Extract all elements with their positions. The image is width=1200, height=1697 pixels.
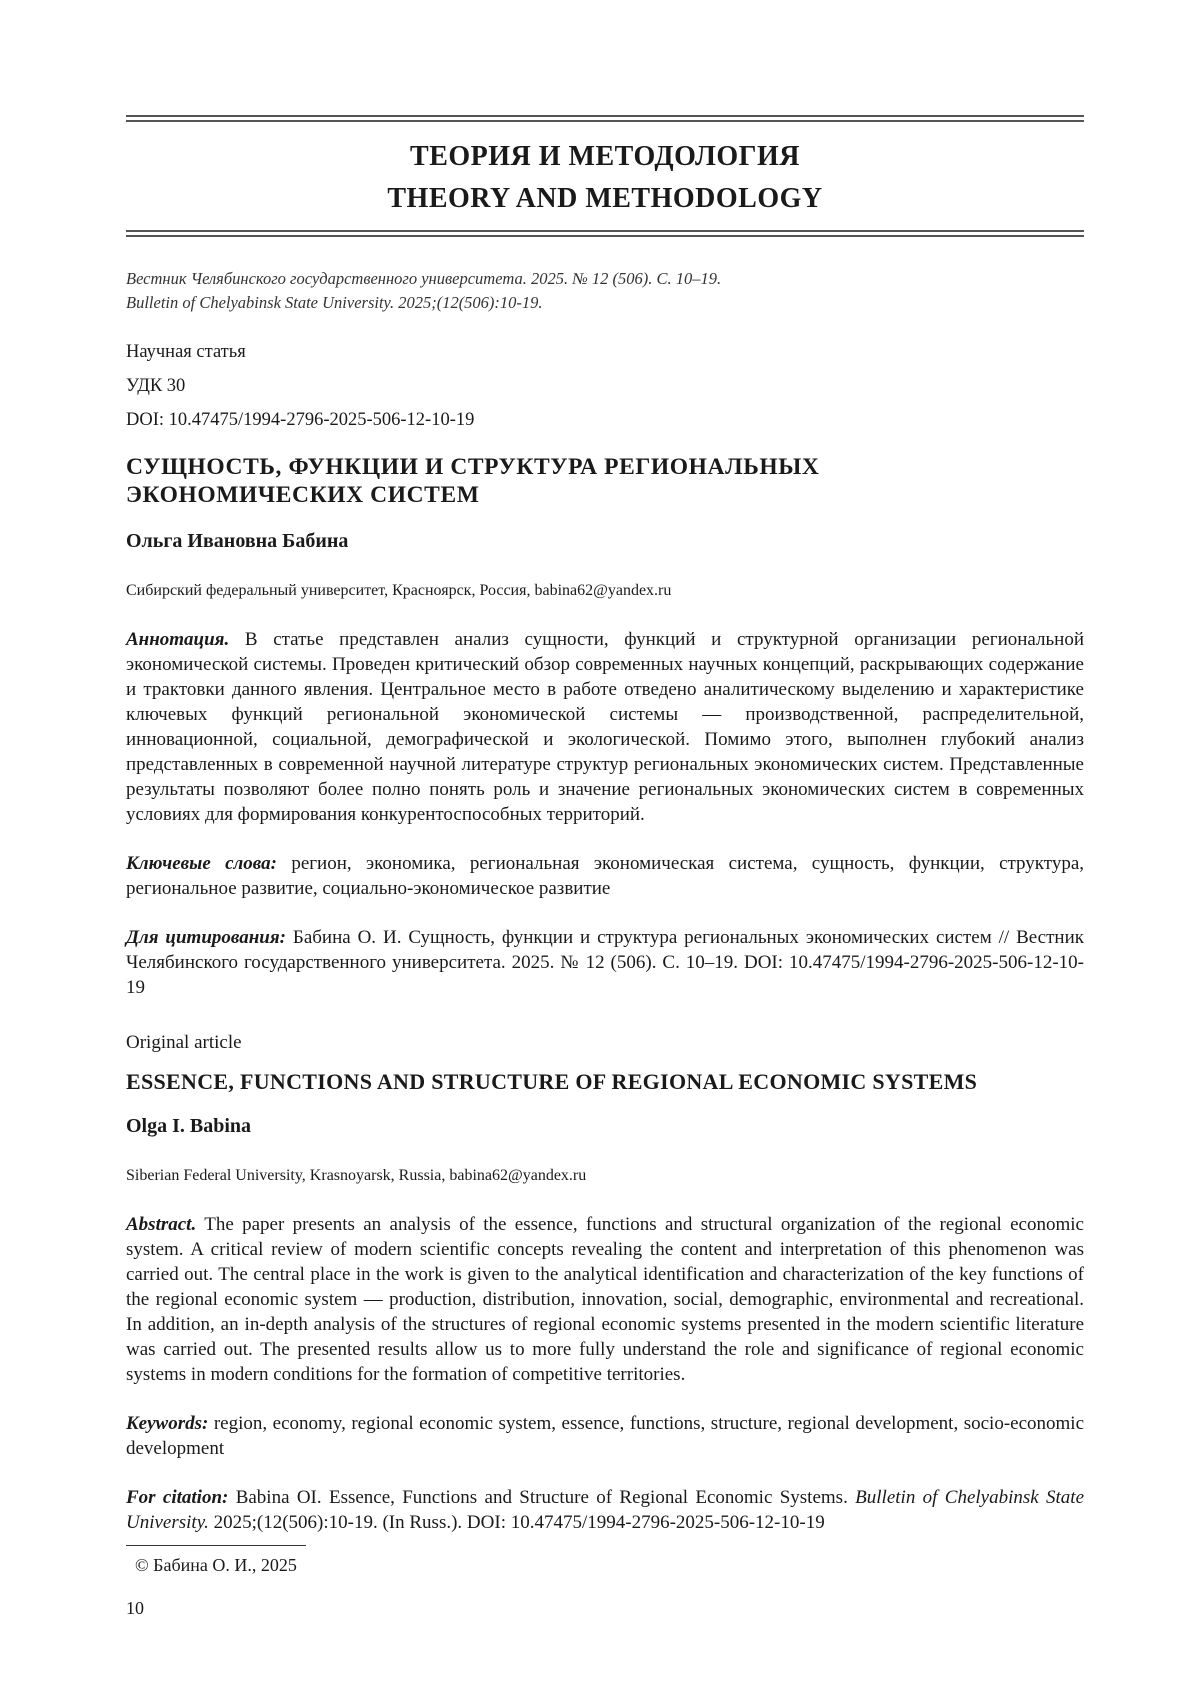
footnote-rule [126, 1545, 306, 1546]
affiliation-en: Siberian Federal University, Krasnoyarsk, Russia, babina62@yandex.ru [126, 1167, 587, 1184]
section-heading [126, 136, 1084, 220]
citation-ru [126, 925, 1084, 1000]
article-title-ru-line1: СУЩНОСТЬ, ФУНКЦИИ И СТРУКТУРА РЕГИОНАЛЬНЫХ [126, 454, 820, 480]
article-meta [126, 335, 1084, 437]
section-title-en: THEORY AND METHODOLOGY [387, 183, 823, 214]
article-title-ru [126, 453, 1084, 509]
author-ru: Ольга Ивановна Бабина [126, 530, 349, 552]
header-bottom-rule [126, 230, 1084, 237]
keywords-ru [126, 851, 1084, 901]
citation-label-ru: Для цитирования: [126, 927, 286, 948]
header-top-rule [126, 115, 1084, 122]
abstract-en [126, 1212, 1084, 1387]
keywords-en [126, 1411, 1084, 1461]
article-title-ru-line2: ЭКОНОМИЧЕСКИХ СИСТЕМ [126, 482, 480, 508]
keywords-text-en: region, economy, regional economic system, essence, functions, structure, regional development, socio-economic development [126, 1413, 1085, 1459]
article-title-en: ESSENCE, FUNCTIONS AND STRUCTURE OF REGIONAL ECONOMIC SYSTEMS [126, 1069, 978, 1094]
article-type: Научная статья [126, 342, 246, 362]
citation-text-en-part2: 2025;(12(506):10-19. (In Russ.). DOI: 10.47475/1994-2796-2025-506-12-10-19 [213, 1512, 825, 1533]
journal-ref-en: Bulletin of Chelyabinsk State University. 2025;(12(506):10-19. [126, 293, 543, 312]
keywords-text-ru: регион, экономика, региональная экономическая система, сущность, функции, структура, региональное развитие, социально-экономическое развитие [126, 853, 1085, 899]
section-title-ru: ТЕОРИЯ И МЕТОДОЛОГИЯ [410, 141, 800, 172]
page-number: 10 [126, 1598, 144, 1618]
citation-en [126, 1485, 1084, 1535]
article-type-en: Original article [126, 1032, 242, 1053]
author-en: Olga I. Babina [126, 1115, 252, 1137]
journal-reference [126, 267, 1084, 315]
keywords-label-ru: Ключевые слова: [126, 853, 277, 874]
affiliation-ru: Сибирский федеральный университет, Красноярск, Россия, babina62@yandex.ru [126, 582, 672, 599]
citation-journal-en: Bulletin of Chelyabinsk State University. [126, 1487, 1085, 1533]
abstract-ru [126, 627, 1084, 827]
citation-text-ru: Бабина О. И. Сущность, функции и структура региональных экономических систем // Вестник Челябинского государственного университета. 2025. № 12 (506). С. 10–19. DOI: 10.47475/1994-2796-2025-506-12-10-19 [126, 927, 1084, 998]
copyright-footnote: © Бабина О. И., 2025 [135, 1555, 297, 1575]
abstract-label-ru: Аннотация. [126, 629, 230, 650]
citation-text-en-part1: Babina OI. Essence, Functions and Structure of Regional Economic Systems. [235, 1487, 848, 1508]
abstract-label-en: Abstract. [126, 1214, 197, 1235]
udc-code: УДК 30 [126, 376, 186, 396]
journal-ref-ru: Вестник Челябинского государственного университета. 2025. № 12 (506). С. 10–19. [126, 269, 722, 288]
abstract-text-en: The paper presents an analysis of the essence, functions and structural organization of the regional economic system. A critical review of modern scientific concepts revealing the content and interpretation of this phenomenon was carried out. The central place in the work is given to the analytical identification and characterization of the key functions of the regional economic system — production, distribution, innovation, social, demographic, environmental and recreational. In addition, an in-depth analysis of the structures of regional economic systems presented in the modern scientific literature was carried out. The presented results allow us to more fully understand the role and significance of regional economic systems in modern conditions for the formation of competitive territories. [126, 1214, 1084, 1385]
citation-label-en: For citation: [126, 1487, 229, 1508]
doi: DOI: 10.47475/1994-2796-2025-506-12-10-19 [126, 410, 475, 430]
abstract-text-ru: В статье представлен анализ сущности, функций и структурной организации региональной экономической системы. Проведен критический обзор современных научных концепций, раскрывающих содержание и трактовки данного явления. Центральное место в работе отведено аналитическому выделению и характеристике ключевых функций региональной экономической системы — производственной, распределительной, инновационной, социальной, демографической и экологической. Помимо этого, выполнен глубокий анализ представленных в современной научной литературе структур региональных экономических систем. Представленные результаты позволяют более полно понять роль и значение региональных экономических систем в современных условиях для формирования конкурентоспособных территорий. [126, 629, 1084, 825]
keywords-label-en: Keywords: [126, 1413, 209, 1434]
